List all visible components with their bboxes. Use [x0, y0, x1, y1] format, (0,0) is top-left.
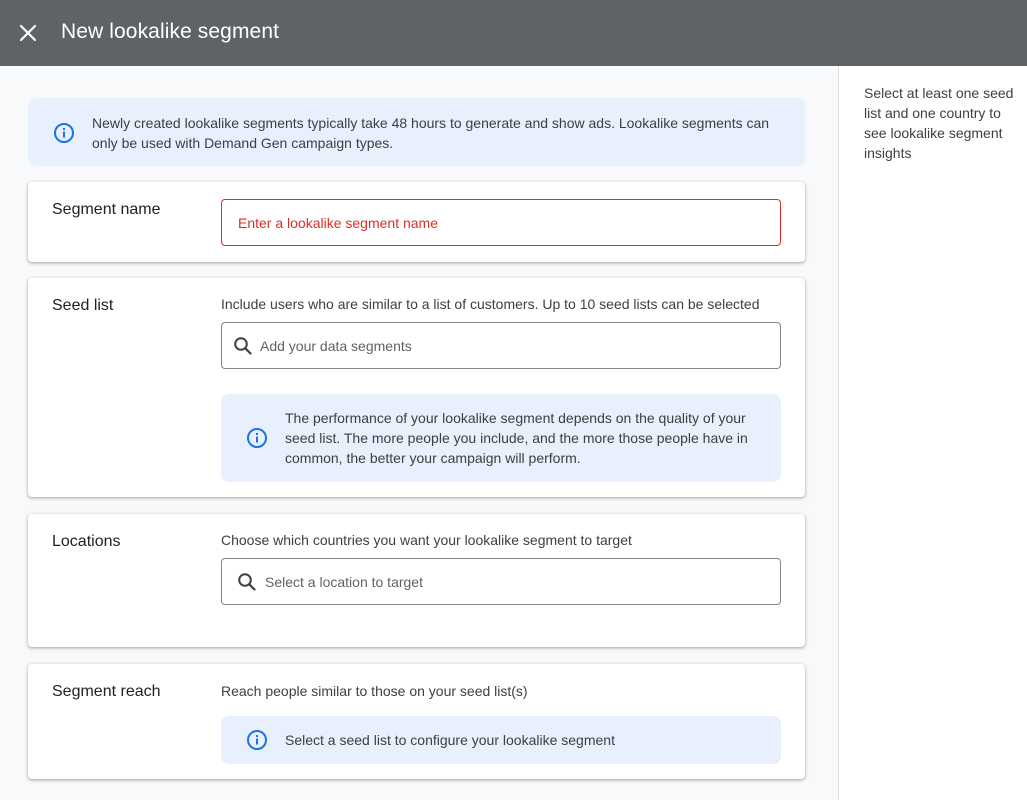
- segment-reach-info-box: [221, 716, 781, 764]
- info-icon: [53, 122, 75, 144]
- info-banner-text: Newly created lookalike segments typically take 48 hours to generate and show ads. Lookalike segments can only be used with Demand Gen campaign types.: [92, 115, 770, 151]
- segment-name-title: Segment name: [52, 201, 161, 218]
- close-button[interactable]: [14, 19, 42, 47]
- search-icon: [237, 572, 257, 592]
- segment-name-placeholder: Enter a lookalike segment name: [238, 215, 438, 231]
- info-banner: [28, 98, 805, 166]
- location-search-input[interactable]: [221, 558, 781, 605]
- segment-name-input[interactable]: [221, 199, 781, 246]
- segment-name-card: [28, 182, 805, 262]
- segment-reach-card: [28, 664, 805, 779]
- seed-list-description: Include users who are similar to a list of customers. Up to 10 seed lists can be selected: [221, 296, 760, 312]
- locations-description: Choose which countries you want your lookalike segment to target: [221, 532, 632, 548]
- locations-title: Locations: [52, 533, 121, 550]
- close-icon[interactable]: [19, 24, 37, 42]
- seed-list-info-box: [221, 394, 781, 482]
- seed-list-title: Seed list: [52, 297, 114, 314]
- search-icon: [233, 336, 253, 356]
- insights-placeholder-text: Select at least one seed list and one country to see lookalike segment insights: [864, 85, 1014, 161]
- seed-list-search-placeholder: Add your data segments: [260, 338, 412, 354]
- top-bar: [0, 0, 1027, 66]
- insights-side-panel: [838, 66, 1027, 800]
- locations-card: [28, 514, 805, 647]
- seed-list-card: [28, 278, 805, 497]
- segment-reach-description: Reach people similar to those on your seed list(s): [221, 683, 528, 699]
- info-icon: [246, 427, 268, 449]
- location-search-placeholder: Select a location to target: [265, 574, 423, 590]
- seed-list-search-input[interactable]: [221, 322, 781, 369]
- info-icon: [246, 729, 268, 751]
- segment-reach-info-text: Select a seed list to configure your lookalike segment: [285, 732, 615, 748]
- seed-list-info-text: The performance of your lookalike segment depends on the quality of your seed list. The more people you include, and the more those people have in common, the better your campaign will perform.: [285, 410, 748, 466]
- segment-reach-title: Segment reach: [52, 683, 161, 700]
- page-title: New lookalike segment: [61, 20, 280, 43]
